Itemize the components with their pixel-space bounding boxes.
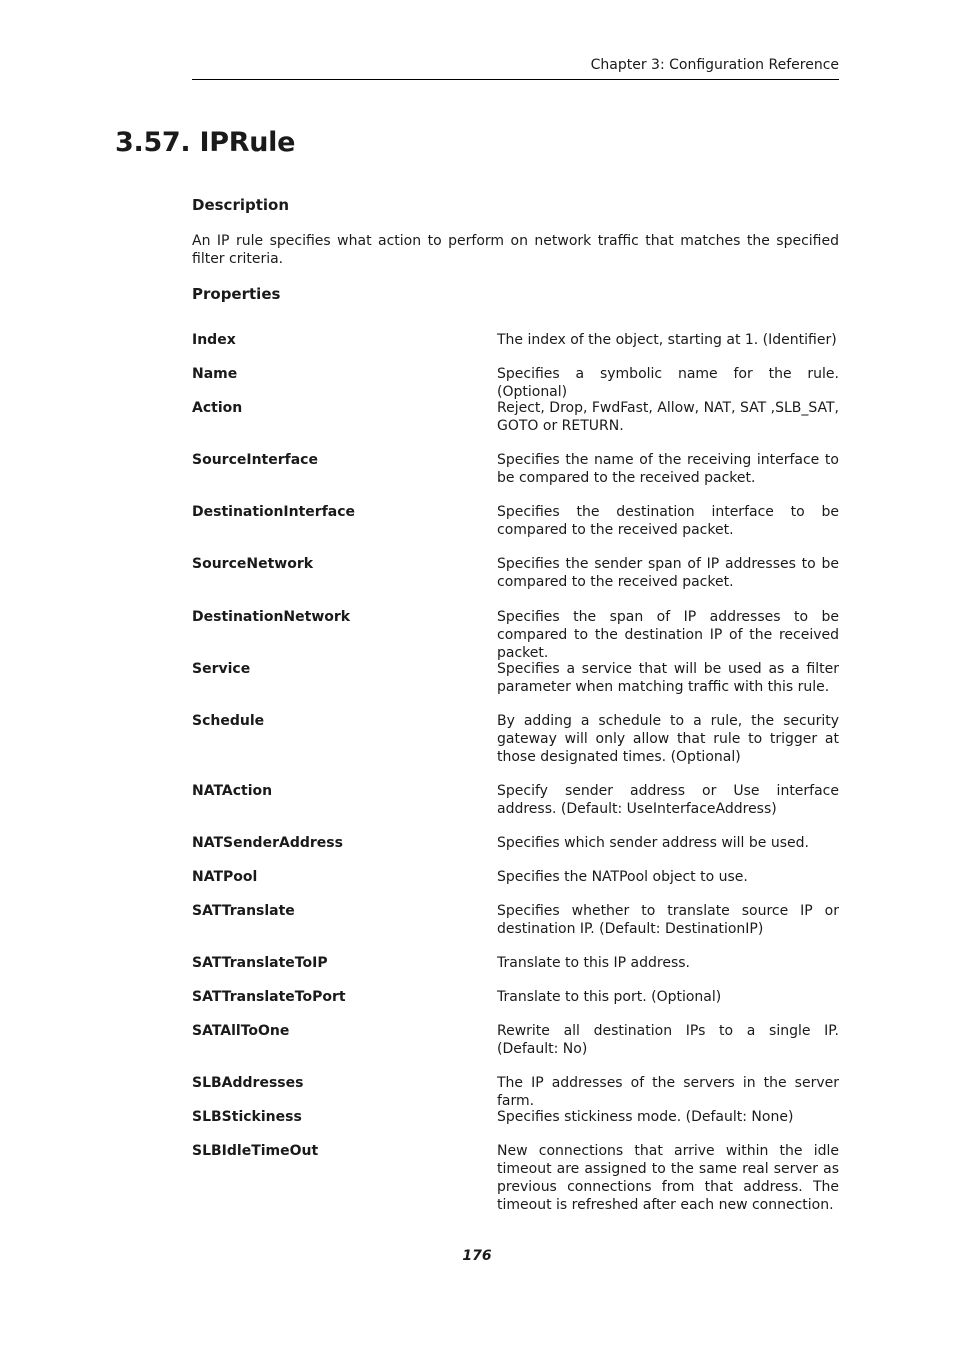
page-number: 176 — [462, 1248, 492, 1264]
description-heading: Description — [192, 196, 290, 214]
chapter-title: Chapter 3: Configuration Reference — [590, 57, 839, 73]
property-name: SATTranslate — [192, 903, 295, 919]
property-name: NATAction — [192, 783, 273, 799]
property-description: Specifies the destination interface to be compared to the received packet. — [497, 504, 839, 538]
property-description: The IP addresses of the servers in the server farm. — [497, 1075, 839, 1109]
property-description: Specifies a symbolic name for the rule. (Optional) — [497, 366, 839, 400]
property-description: Specifies a service that will be used as a filter parameter when matching traffic with this rule. — [497, 661, 839, 695]
property-description: Specify sender address or Use interface address. (Default: UseInterfaceAddress) — [497, 783, 839, 817]
section-title: 3.57. IPRule — [115, 127, 296, 158]
property-name: Action — [192, 400, 243, 416]
property-description: Specifies the span of IP addresses to be compared to the destination IP of the received packet. — [497, 609, 839, 661]
property-name: NATSenderAddress — [192, 835, 343, 851]
property-name: Name — [192, 366, 238, 382]
property-name: DestinationInterface — [192, 504, 356, 520]
property-description: Rewrite all destination IPs to a single IP. (Default: No) — [497, 1023, 839, 1057]
property-name: SLBIdleTimeOut — [192, 1143, 319, 1159]
property-name: SLBAddresses — [192, 1075, 304, 1091]
property-description: The index of the object, starting at 1. (Identifier) — [497, 332, 837, 348]
property-name: NATPool — [192, 869, 258, 885]
property-name: Schedule — [192, 713, 265, 729]
running-header — [192, 56, 839, 80]
property-description: Specifies whether to translate source IP or destination IP. (Default: DestinationIP) — [497, 903, 839, 937]
property-description: By adding a schedule to a rule, the security gateway will only allow that rule to trigger at those designated times. (Optional) — [497, 713, 839, 765]
property-description: Specifies the name of the receiving interface to be compared to the received packet. — [497, 452, 839, 486]
property-name: Service — [192, 661, 251, 677]
property-description: New connections that arrive within the idle timeout are assigned to the same real server as previous connections from that address. The timeout is refreshed after each new connection. — [497, 1143, 839, 1213]
property-name: SLBStickiness — [192, 1109, 302, 1125]
property-name: SATAllToOne — [192, 1023, 290, 1039]
property-name: SourceInterface — [192, 452, 318, 468]
property-description: Specifies which sender address will be used. — [497, 835, 809, 851]
property-name: SATTranslateToIP — [192, 955, 328, 971]
property-description: Specifies the sender span of IP addresses to be compared to the received packet. — [497, 556, 839, 590]
property-description: Translate to this IP address. — [497, 955, 690, 971]
property-description: Specifies stickiness mode. (Default: None) — [497, 1109, 794, 1125]
property-name: SATTranslateToPort — [192, 989, 346, 1005]
property-name: SourceNetwork — [192, 556, 314, 572]
description-text: An IP rule specifies what action to perform on network traffic that matches the specified filter criteria. — [192, 233, 839, 267]
property-name: Index — [192, 332, 236, 348]
property-description: Specifies the NATPool object to use. — [497, 869, 748, 885]
property-description: Translate to this port. (Optional) — [497, 989, 722, 1005]
properties-heading: Properties — [192, 285, 281, 303]
property-name: DestinationNetwork — [192, 609, 351, 625]
property-description: Reject, Drop, FwdFast, Allow, NAT, SAT ,SLB_SAT, GOTO or RETURN. — [497, 400, 840, 434]
